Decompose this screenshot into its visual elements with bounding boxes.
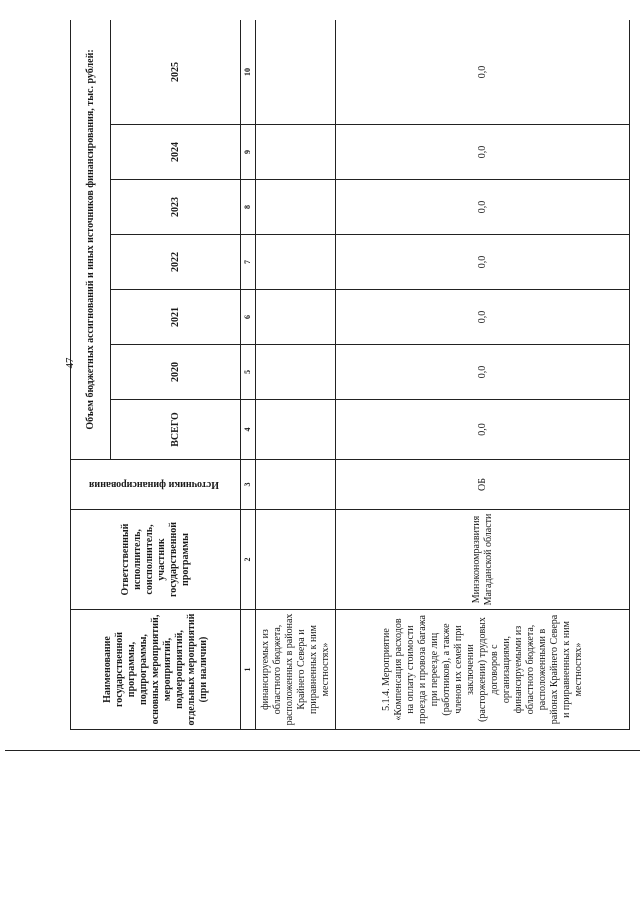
row-source: [256, 460, 336, 510]
table-row: [256, 20, 336, 730]
header-year-2025: 2025: [111, 20, 241, 125]
index-cell: 7: [241, 235, 256, 290]
header-year-2021: 2021: [111, 290, 241, 345]
row-value-2021: 0,0: [336, 290, 630, 345]
row-value-total: [256, 400, 336, 460]
row-value-2023: 0,0: [336, 180, 630, 235]
row-value-2023: [256, 180, 336, 235]
index-cell: 1: [241, 610, 256, 730]
row-value-2021: [256, 290, 336, 345]
row-value-2022: [256, 235, 336, 290]
header-source: Источники финансирования: [88, 479, 219, 491]
index-cell: 3: [241, 460, 256, 510]
row-value-total: 0,0: [336, 400, 630, 460]
index-cell: 6: [241, 290, 256, 345]
header-source-cell: [71, 460, 241, 510]
row-value-2025: 0,0: [336, 20, 630, 125]
row-value-2022: 0,0: [336, 235, 630, 290]
header-volume: Объем бюджетных ассигнований и иных источников финансирования, тыс. рублей:: [71, 20, 111, 460]
row-value-2020: 0,0: [336, 345, 630, 400]
rotated-table-container: [70, 20, 630, 730]
header-year-2022: 2022: [111, 235, 241, 290]
row-value-2020: [256, 345, 336, 400]
header-year-total: ВСЕГО: [111, 400, 241, 460]
financing-table: [70, 20, 630, 730]
header-year-2020: 2020: [111, 345, 241, 400]
header-name: Наименование государственной программы, подпрограммы, основных мероприятий, мероприятий, подмероприятий, отдельных мероприятий (при наличии): [71, 610, 241, 730]
header-year-2024: 2024: [111, 125, 241, 180]
row-source: ОБ: [336, 460, 630, 510]
header-row-1: [71, 20, 111, 730]
index-cell: 4: [241, 400, 256, 460]
header-executor: Ответственный исполнитель, соисполнитель, участник государственной программы: [71, 510, 241, 610]
index-cell: 5: [241, 345, 256, 400]
table-row: [336, 20, 630, 730]
index-cell: 9: [241, 125, 256, 180]
index-row: [241, 20, 256, 730]
row-value-2025: [256, 20, 336, 125]
header-year-2023: 2023: [111, 180, 241, 235]
page-divider: [5, 750, 640, 751]
row-value-2024: [256, 125, 336, 180]
page-number: 47: [64, 357, 76, 369]
row-name: финансируемых из областного бюджета, расположенных в районах Крайнего Севера и приравненных к ним местностях»: [256, 610, 336, 730]
index-cell: 2: [241, 510, 256, 610]
rotated-sheet: [70, 20, 630, 730]
row-name: 5.1.4. Мероприятие «Компенсация расходов на оплату стоимости проезда и провоза багажа при переезде лиц (работников), а также членов их семей при заключении (расторжении) трудовых договоров с организациями, финансируемыми из областного бюджета, расположенными в районах Крайнего Севера и приравненных к ним местностях»: [336, 610, 630, 730]
index-cell: 8: [241, 180, 256, 235]
row-executor: Минэкономразвития Магаданской области: [336, 510, 630, 610]
index-cell: 10: [241, 20, 256, 125]
row-executor: [256, 510, 336, 610]
row-value-2024: 0,0: [336, 125, 630, 180]
